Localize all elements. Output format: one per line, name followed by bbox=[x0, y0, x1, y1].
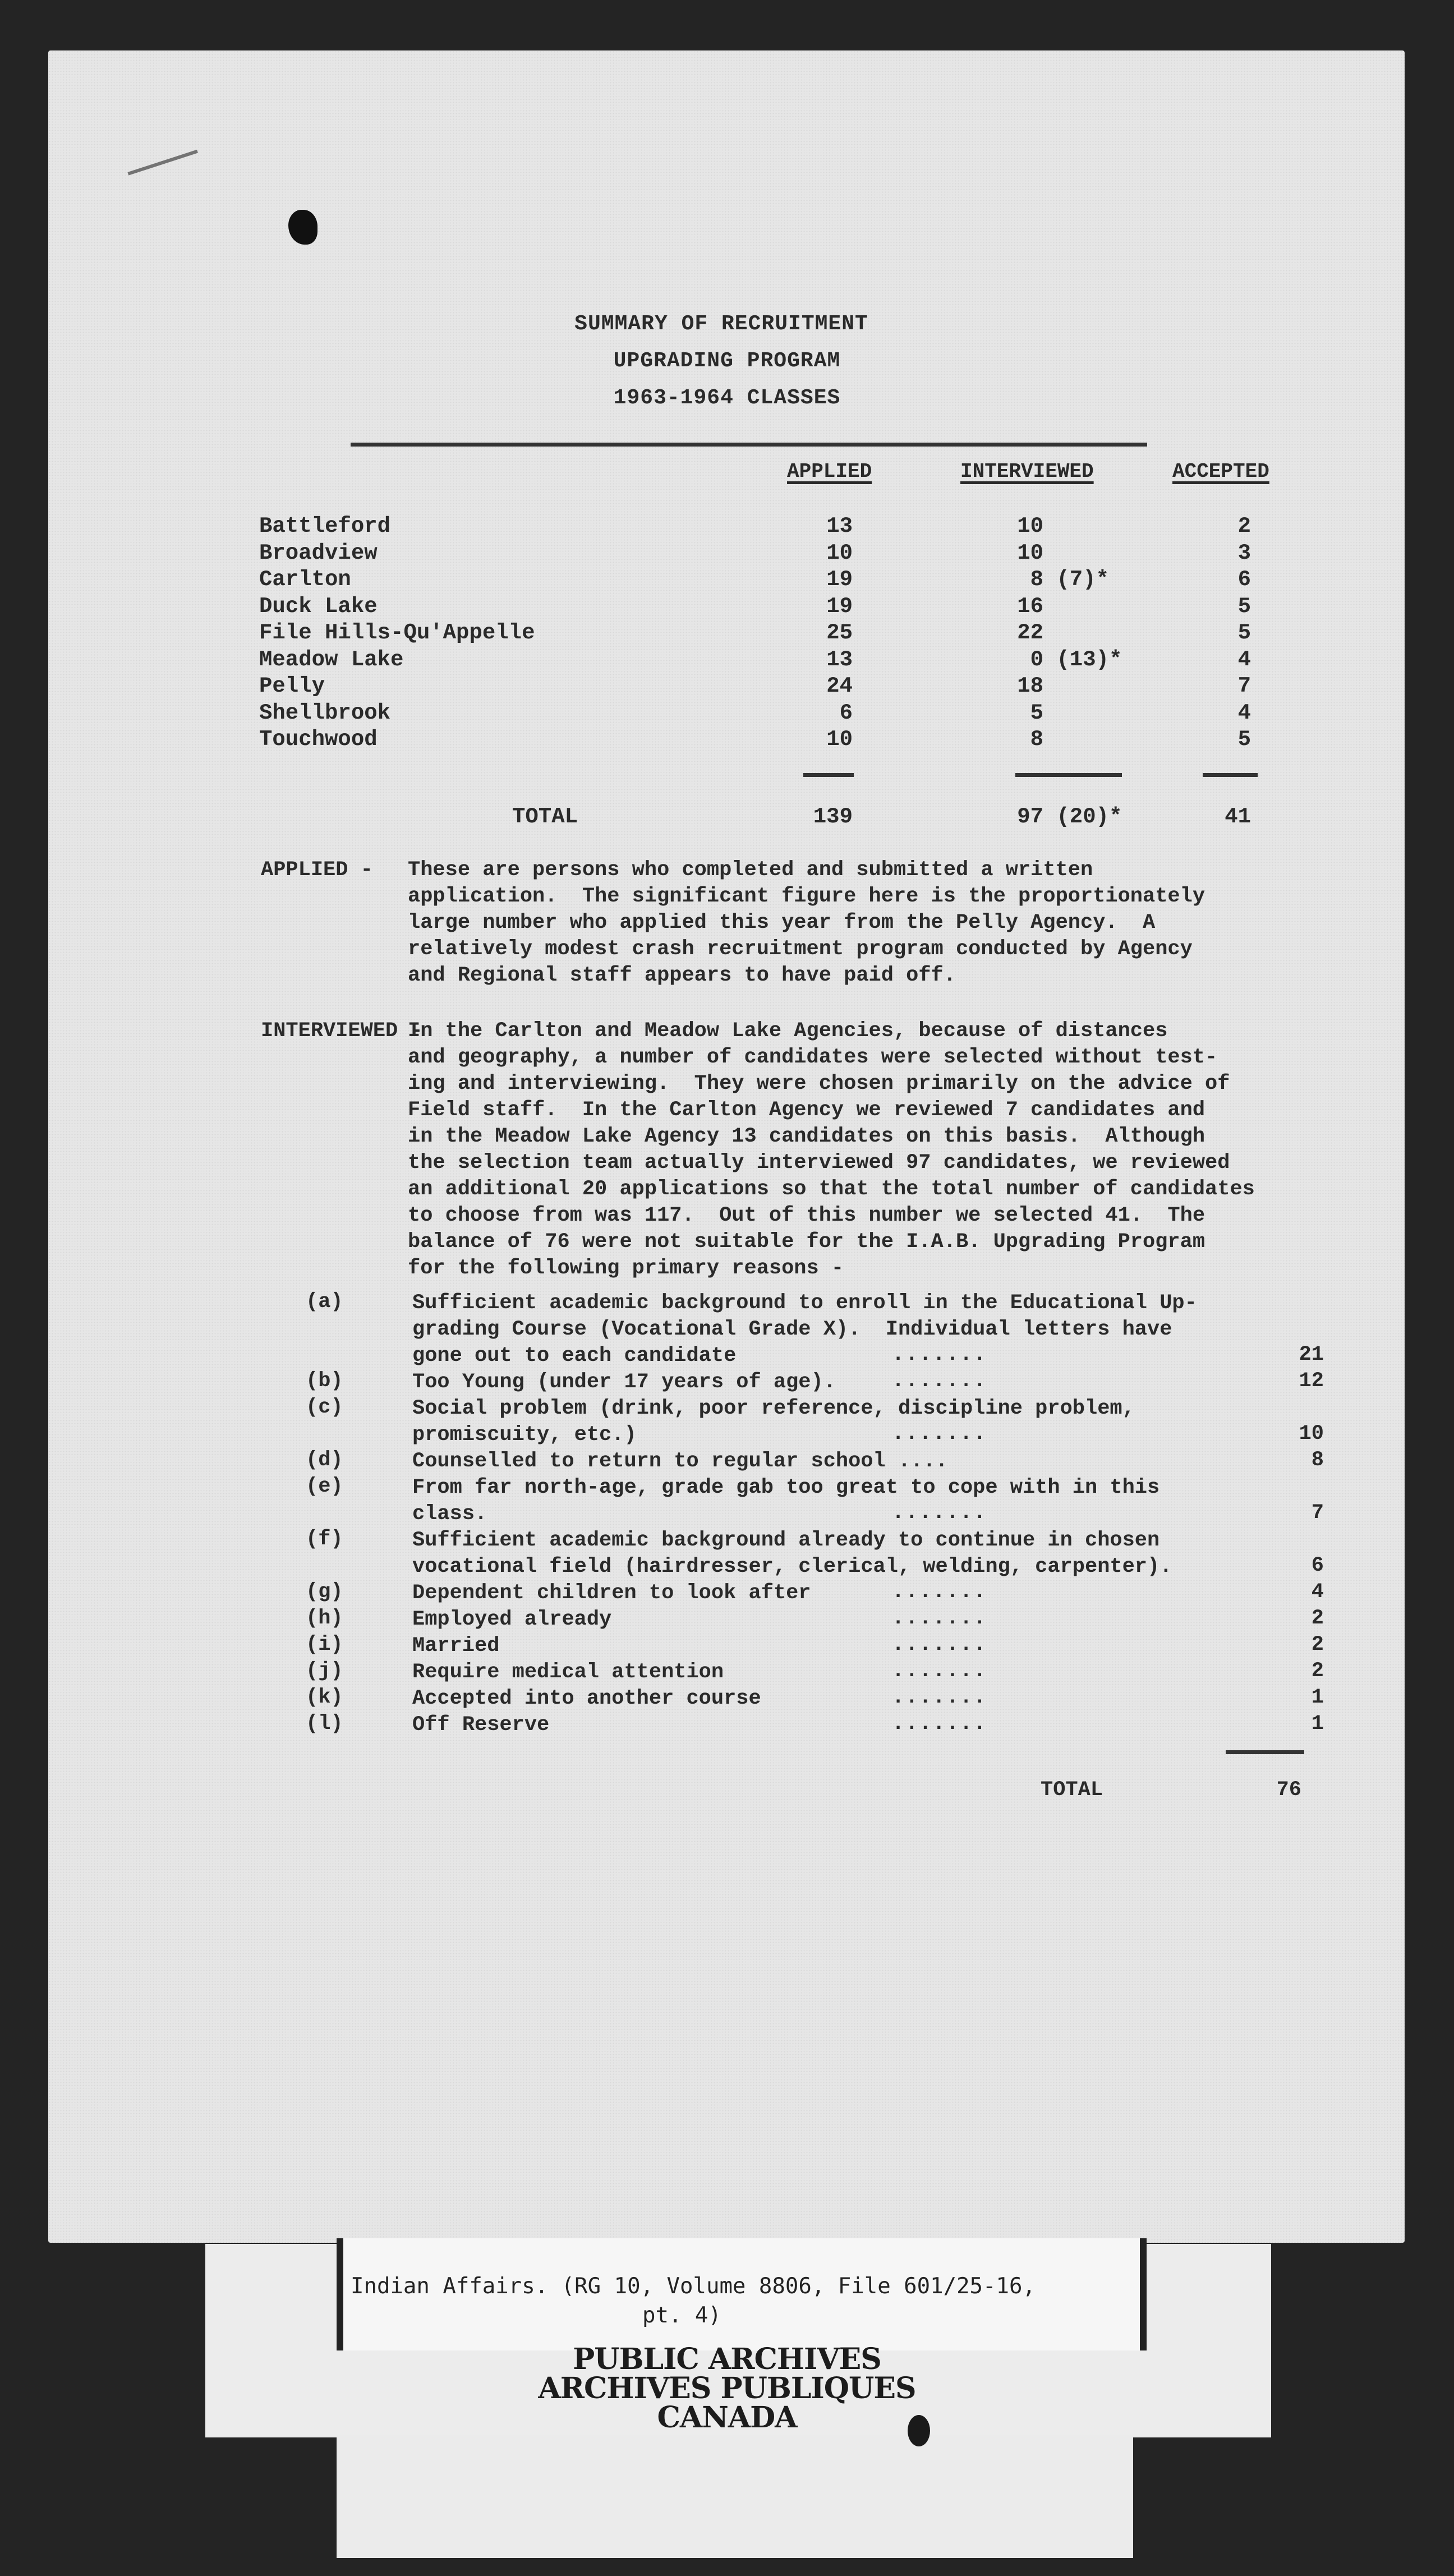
reviewed-footnote: (20)* bbox=[1043, 804, 1122, 829]
reason-count: 1 bbox=[1311, 1686, 1324, 1709]
paragraph-line: relatively modest crash recruitment program conducted by Agency bbox=[408, 937, 1193, 961]
leader-dots: ....... bbox=[892, 1422, 987, 1446]
total-interviewed bbox=[1004, 804, 1133, 830]
paragraph-line: to choose from was 117. Out of this number we selected 41. The bbox=[408, 1204, 1205, 1227]
interviewed-value bbox=[1004, 513, 1133, 539]
reason-text: Off Reserve bbox=[412, 1713, 550, 1737]
leader-dots: ....... bbox=[892, 1712, 987, 1736]
interviewed-count: 16 bbox=[1017, 594, 1043, 619]
interviewed-total-rule bbox=[1015, 773, 1122, 777]
reason-count: 8 bbox=[1311, 1448, 1324, 1472]
applied-note-body bbox=[408, 857, 1205, 989]
applied-note-label: APPLIED - bbox=[261, 858, 373, 882]
reason-letter: (g) bbox=[306, 1580, 343, 1604]
column-header-interviewed: INTERVIEWED bbox=[960, 460, 1094, 483]
total-applied: 139 bbox=[813, 804, 853, 829]
agency-name: Broadview bbox=[259, 540, 378, 565]
interviewed-value bbox=[1004, 540, 1133, 566]
document-title bbox=[0, 306, 1454, 417]
paragraph-line: the selection team actually interviewed 97 candidates, we reviewed bbox=[408, 1151, 1230, 1175]
accepted-value: 6 bbox=[1237, 567, 1251, 592]
accepted-value: 5 bbox=[1237, 594, 1251, 619]
paragraph-line: in the Meadow Lake Agency 13 candidates on this basis. Although bbox=[408, 1125, 1205, 1148]
applied-value: 19 bbox=[826, 567, 853, 592]
paragraph-line: for the following primary reasons - bbox=[408, 1257, 844, 1280]
accepted-value: 5 bbox=[1237, 620, 1251, 645]
reason-text: vocational field (hairdresser, clerical, welding, carpenter). bbox=[412, 1555, 1172, 1579]
applied-value: 10 bbox=[826, 540, 853, 565]
reason-text: promiscuity, etc.) bbox=[412, 1423, 637, 1447]
agency-name: Meadow Lake bbox=[259, 647, 404, 672]
reason-count: 2 bbox=[1311, 1659, 1324, 1683]
interviewed-count: 18 bbox=[1017, 674, 1043, 698]
reason-text: Dependent children to look after bbox=[412, 1581, 811, 1605]
reason-text: From far north-age, grade gab too great to cope with in this bbox=[412, 1476, 1160, 1499]
interviewed-value bbox=[1004, 700, 1133, 726]
paragraph-line: In the Carlton and Meadow Lake Agencies, because of distances bbox=[408, 1019, 1168, 1043]
applied-value: 13 bbox=[826, 514, 853, 539]
total-accepted: 41 bbox=[1225, 804, 1251, 829]
interviewed-value bbox=[1004, 647, 1133, 673]
reference-line-2: pt. 4) bbox=[642, 2303, 721, 2328]
paragraph-line: large number who applied this year from the Pelly Agency. A bbox=[408, 911, 1156, 935]
title-line-1: SUMMARY OF RECRUITMENT bbox=[574, 312, 868, 336]
interviewed-value bbox=[1004, 567, 1133, 592]
agency-name: Duck Lake bbox=[259, 594, 378, 619]
paragraph-line: ing and interviewing. They were chosen primarily on the advice of bbox=[408, 1072, 1230, 1096]
reason-letter: (d) bbox=[306, 1448, 343, 1472]
reason-letter: (k) bbox=[306, 1686, 343, 1709]
pencil-mark bbox=[127, 150, 210, 213]
reason-letter: (f) bbox=[306, 1528, 343, 1551]
reason-count: 10 bbox=[1299, 1422, 1324, 1446]
leader-dots: ....... bbox=[892, 1659, 987, 1683]
interviewed-value bbox=[1004, 594, 1133, 619]
reason-letter: (c) bbox=[306, 1396, 343, 1419]
reason-text: Sufficient academic background to enroll in the Educational Up- bbox=[412, 1291, 1197, 1315]
reason-letter: (i) bbox=[306, 1633, 343, 1657]
paragraph-line: Field staff. In the Carlton Agency we reviewed 7 candidates and bbox=[408, 1098, 1205, 1122]
applied-total-rule bbox=[803, 773, 854, 777]
total-label: TOTAL bbox=[512, 804, 578, 829]
accepted-total-rule bbox=[1203, 773, 1258, 777]
accepted-value: 7 bbox=[1237, 674, 1251, 698]
applied-value: 25 bbox=[826, 620, 853, 645]
interviewed-count: 8 bbox=[1030, 727, 1043, 752]
leader-dots: ....... bbox=[892, 1580, 987, 1604]
applied-value: 10 bbox=[826, 727, 853, 752]
paragraph-line: an additional 20 applications so that the total number of candidates bbox=[408, 1177, 1255, 1201]
leader-dots: ....... bbox=[892, 1501, 987, 1525]
paragraph-line: and geography, a number of candidates were selected without test- bbox=[408, 1046, 1218, 1069]
archives-stamp-text bbox=[0, 2342, 1454, 2435]
title-line-2: UPGRADING PROGRAM bbox=[613, 349, 841, 373]
paragraph-line: balance of 76 were not suitable for the I.A.B. Upgrading Program bbox=[408, 1230, 1205, 1254]
interviewed-value bbox=[1004, 673, 1133, 699]
interviewed-value bbox=[1004, 726, 1133, 752]
interviewed-note bbox=[261, 1018, 1355, 1287]
reasons-total-rule bbox=[1226, 1750, 1304, 1754]
reason-count: 2 bbox=[1311, 1607, 1324, 1630]
paragraph-line: and Regional staff appears to have paid off. bbox=[408, 964, 956, 987]
column-header-applied: APPLIED bbox=[787, 460, 872, 483]
reason-letter: (h) bbox=[306, 1607, 343, 1630]
reason-letter: (b) bbox=[306, 1369, 343, 1393]
reasons-total-label: TOTAL bbox=[1041, 1778, 1103, 1802]
reason-text: class. bbox=[412, 1502, 487, 1526]
reason-text: Require medical attention bbox=[412, 1660, 724, 1684]
leader-dots: ....... bbox=[892, 1633, 987, 1657]
reference-line-1: Indian Affairs. (RG 10, Volume 8806, File 601/25-16, bbox=[351, 2274, 1036, 2299]
interviewed-count: 10 bbox=[1017, 514, 1043, 539]
applied-value: 6 bbox=[839, 700, 853, 725]
archives-line-1: PUBLIC ARCHIVES bbox=[573, 2342, 881, 2376]
agency-name: Shellbrook bbox=[259, 700, 391, 725]
reason-text: Sufficient academic background already to continue in chosen bbox=[412, 1529, 1160, 1552]
reason-text: Too Young (under 17 years of age). bbox=[412, 1370, 836, 1394]
accepted-value: 4 bbox=[1237, 647, 1251, 672]
accepted-value: 3 bbox=[1237, 540, 1251, 565]
leader-dots: ....... bbox=[892, 1607, 987, 1630]
agency-name: Pelly bbox=[259, 674, 325, 698]
accepted-value: 4 bbox=[1237, 700, 1251, 725]
applied-value: 24 bbox=[826, 674, 853, 698]
interviewed-count: 10 bbox=[1017, 540, 1043, 565]
reason-count: 7 bbox=[1311, 1501, 1324, 1525]
interviewed-note-body bbox=[408, 1018, 1255, 1282]
title-rule bbox=[351, 443, 1147, 447]
reason-count: 12 bbox=[1299, 1369, 1324, 1393]
leader-dots: ....... bbox=[892, 1343, 987, 1367]
archive-stamp-tab bbox=[337, 2435, 1133, 2558]
agency-name: File Hills-Qu'Appelle bbox=[259, 620, 535, 645]
accepted-value: 2 bbox=[1237, 514, 1251, 539]
archive-reference bbox=[351, 2272, 1125, 2330]
paragraph-line: These are persons who completed and submitted a written bbox=[408, 858, 1093, 882]
reason-text: Married bbox=[412, 1634, 500, 1658]
reason-count: 1 bbox=[1311, 1712, 1324, 1736]
applied-note bbox=[261, 857, 1327, 997]
reason-text: gone out to each candidate bbox=[412, 1344, 737, 1368]
title-line-3: 1963-1964 CLASSES bbox=[613, 386, 841, 410]
reviewed-footnote: (13)* bbox=[1043, 647, 1122, 672]
reason-text: Employed already bbox=[412, 1608, 612, 1631]
reason-letter: (a) bbox=[306, 1290, 343, 1314]
reasons-total-value: 76 bbox=[1276, 1778, 1301, 1802]
interviewed-count: 8 bbox=[1030, 567, 1043, 592]
reason-text: Social problem (drink, poor reference, discipline problem, bbox=[412, 1397, 1135, 1420]
accepted-value: 5 bbox=[1237, 727, 1251, 752]
interviewed-count: 22 bbox=[1017, 620, 1043, 645]
applied-value: 13 bbox=[826, 647, 853, 672]
interviewed-count: 0 bbox=[1030, 647, 1043, 672]
reason-letter: (e) bbox=[306, 1475, 343, 1498]
ink-blot bbox=[288, 210, 318, 245]
reason-letter: (j) bbox=[306, 1659, 343, 1683]
archives-seal-icon bbox=[908, 2415, 930, 2446]
reason-text: grading Course (Vocational Grade X). Individual letters have bbox=[412, 1318, 1172, 1341]
interviewed-value bbox=[1004, 620, 1133, 646]
column-header-accepted: ACCEPTED bbox=[1172, 460, 1269, 483]
archives-line-3: CANADA bbox=[657, 2400, 797, 2435]
interviewed-note-label: INTERVIEWED - bbox=[261, 1019, 423, 1043]
reason-count: 2 bbox=[1311, 1633, 1324, 1657]
agency-name: Carlton bbox=[259, 567, 351, 592]
leader-dots: ....... bbox=[892, 1686, 987, 1709]
reason-count: 6 bbox=[1311, 1554, 1324, 1577]
interviewed-count: 97 bbox=[1017, 804, 1043, 829]
reason-count: 4 bbox=[1311, 1580, 1324, 1604]
agency-name: Touchwood bbox=[259, 727, 378, 752]
paragraph-line: application. The significant figure here is the proportionately bbox=[408, 885, 1205, 908]
applied-value: 19 bbox=[826, 594, 853, 619]
reason-text: Accepted into another course bbox=[412, 1687, 761, 1710]
archives-line-2: ARCHIVES PUBLIQUES bbox=[538, 2371, 916, 2405]
interviewed-count: 5 bbox=[1030, 700, 1043, 725]
reviewed-footnote: (7)* bbox=[1043, 567, 1110, 592]
reason-letter: (l) bbox=[306, 1712, 343, 1736]
leader-dots: ....... bbox=[892, 1369, 987, 1393]
agency-name: Battleford bbox=[259, 514, 391, 539]
reason-count: 21 bbox=[1299, 1343, 1324, 1367]
reason-text: Counselled to return to regular school .... bbox=[412, 1450, 948, 1473]
